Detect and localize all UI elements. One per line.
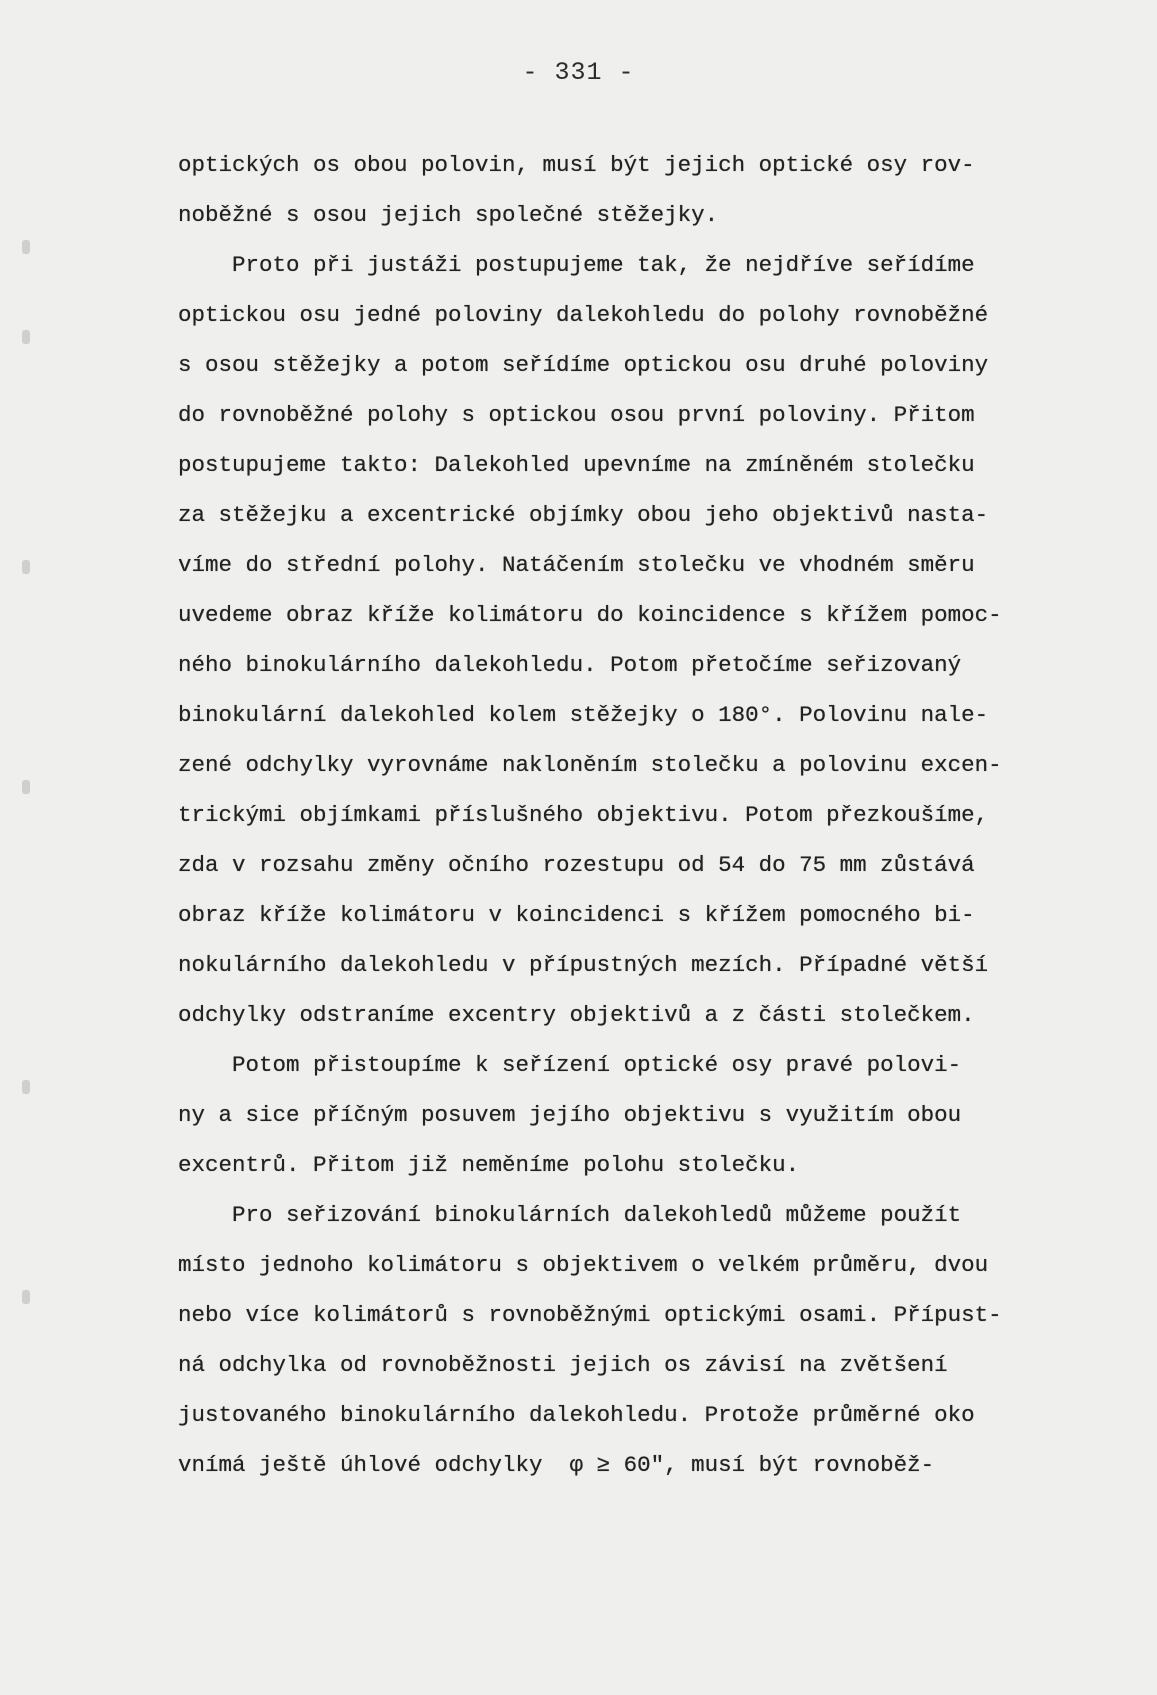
text-line: ného binokulárního dalekohledu. Potom přetočíme seřizovaný bbox=[178, 652, 962, 678]
text-line: uvedeme obraz kříže kolimátoru do koincidence s křížem pomoc- bbox=[178, 602, 1002, 628]
text-line: místo jednoho kolimátoru s objektivem o velkém průměru, dvou bbox=[178, 1252, 989, 1278]
text-line: zda v rozsahu změny očního rozestupu od 54 do 75 mm zůstává bbox=[178, 852, 975, 878]
text-line: zené odchylky vyrovnáme nakloněním stolečku a polovinu excen- bbox=[178, 752, 1002, 778]
text-line: Pro seřizování binokulárních dalekohledů můžeme použít bbox=[178, 1202, 962, 1228]
margin-mark bbox=[22, 780, 30, 794]
text-line: do rovnoběžné polohy s optickou osou první poloviny. Přitom bbox=[178, 402, 975, 428]
text-line: obraz kříže kolimátoru v koincidenci s křížem pomocného bi- bbox=[178, 902, 975, 928]
text-line: nokulárního dalekohledu v přípustných mezích. Případné větší bbox=[178, 952, 989, 978]
body-text bbox=[178, 140, 1118, 1490]
text-line: nebo více kolimátorů s rovnoběžnými optickými osami. Přípust- bbox=[178, 1302, 1002, 1328]
text-line: Proto při justáži postupujeme tak, že nejdříve seřídíme bbox=[178, 252, 975, 278]
text-line: noběžné s osou jejich společné stěžejky. bbox=[178, 202, 719, 228]
text-line: víme do střední polohy. Natáčením stolečku ve vhodném směru bbox=[178, 552, 975, 578]
margin-mark bbox=[22, 1080, 30, 1094]
text-line: excentrů. Přitom již neměníme polohu stolečku. bbox=[178, 1152, 800, 1178]
page-number: - 331 - bbox=[522, 58, 635, 87]
margin-mark bbox=[22, 1290, 30, 1304]
margin-mark bbox=[22, 240, 30, 254]
text-line: s osou stěžejky a potom seřídíme optickou osu druhé poloviny bbox=[178, 352, 989, 378]
text-line: optických os obou polovin, musí být jejich optické osy rov- bbox=[178, 152, 975, 178]
margin-mark bbox=[22, 560, 30, 574]
text-line: vnímá ještě úhlové odchylky φ ≥ 60", musí být rovnoběž- bbox=[178, 1452, 935, 1478]
text-line: justovaného binokulárního dalekohledu. Protože průměrné oko bbox=[178, 1402, 975, 1428]
text-line: optickou osu jedné poloviny dalekohledu do polohy rovnoběžné bbox=[178, 302, 989, 328]
text-line: postupujeme takto: Dalekohled upevníme na zmíněném stolečku bbox=[178, 452, 975, 478]
text-line: Potom přistoupíme k seřízení optické osy pravé polovi- bbox=[178, 1052, 962, 1078]
text-line: odchylky odstraníme excentry objektivů a z části stolečkem. bbox=[178, 1002, 975, 1028]
text-line: ny a sice příčným posuvem jejího objektivu s využitím obou bbox=[178, 1102, 962, 1128]
text-line: za stěžejku a excentrické objímky obou jeho objektivů nasta- bbox=[178, 502, 989, 528]
margin-mark bbox=[22, 330, 30, 344]
text-line: binokulární dalekohled kolem stěžejky o 180°. Polovinu nale- bbox=[178, 702, 989, 728]
text-line: trickými objímkami příslušného objektivu. Potom přezkoušíme, bbox=[178, 802, 989, 828]
text-line: ná odchylka od rovnoběžnosti jejich os závisí na zvětšení bbox=[178, 1352, 948, 1378]
